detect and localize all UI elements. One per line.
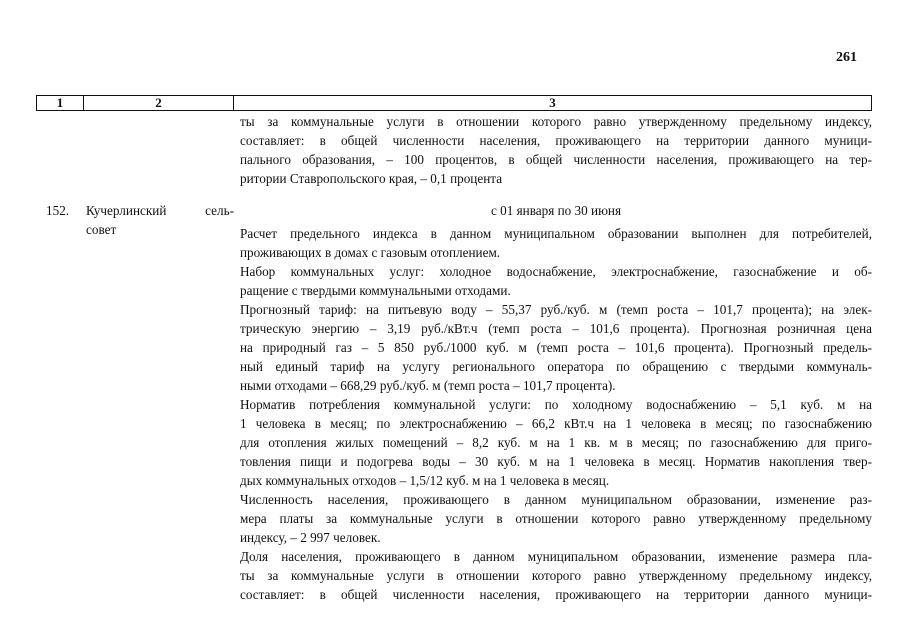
paragraph-scope	[240, 224, 872, 262]
text-line: Норматив потребления коммунальной услуги: по холодному водоснабжению – 5,1 куб. м на	[240, 397, 872, 412]
column-header-3: 3	[549, 95, 556, 110]
municipality-name-line: Кучерлинский сель-	[86, 203, 234, 218]
paragraph-tariffs	[240, 300, 872, 395]
text-line: проживающих в домах с газовым отоплением.	[240, 245, 501, 260]
text-line: Набор коммунальных услуг: холодное водоснабжение, электроснабжение, газоснабжение и об-	[240, 264, 872, 279]
text-line: Численность населения, проживающего в данном муниципальном образовании, изменение раз-	[240, 492, 872, 507]
text-line: составляет: в общей численности населения, проживающего на территории данного муници-	[240, 587, 872, 602]
text-line: Прогнозный тариф: на питьевую воду – 55,37 руб./куб. м (темп роста – 101,7 процента); на элек-	[240, 302, 872, 317]
text-line: ритории Ставропольского края, – 0,1 процента	[240, 171, 503, 186]
text-line: ными отходами – 668,29 руб./куб. м (темп роста – 101,7 процента).	[240, 378, 616, 393]
column-header-2: 2	[84, 96, 234, 110]
text-line: пального образования, – 100 процентов, в общей численности населения, проживающего на тер-	[240, 152, 872, 167]
text-line: дых коммунальных отходов – 1,5/12 куб. м на 1 человека в месяц.	[240, 473, 610, 488]
column-header-1: 1	[37, 96, 84, 110]
text-line: ты за коммунальные услуги в отношении которого равно утвержденному предельному индексу,	[240, 114, 872, 129]
paragraph-population	[240, 490, 872, 547]
text-line: составляет: в общей численности населения, проживающего на территории данного муници-	[240, 133, 872, 148]
paragraph-services	[240, 262, 872, 300]
text-line: товления пищи и подогрева воды – 30 куб. м на 1 человека в месяц. Норматив накопления твер-	[240, 454, 872, 469]
text-line: 1 человека в месяц; по электроснабжению – 66,2 кВт.ч на 1 человека в месяц; по газоснабжению	[240, 416, 872, 431]
text-line: ный единый тариф на услугу регионального оператора по обращению с твердыми коммуналь-	[240, 359, 872, 374]
text-line: ращение с твердыми коммунальными отходами.	[240, 283, 511, 298]
row-number: 152.	[46, 203, 70, 218]
text-line: ты за коммунальные услуги в отношении которого равно утвержденному предельному индексу,	[240, 568, 872, 583]
text-line: индексу, – 2 997 человек.	[240, 530, 381, 545]
table-column-header-row	[36, 95, 872, 111]
text-line: мера платы за коммунальные услуги в отношении которого равно утвержденному предельному	[240, 511, 872, 526]
municipality-name	[86, 201, 234, 239]
paragraph-norms	[240, 395, 872, 490]
municipality-name-line: совет	[86, 222, 117, 237]
text-line: Доля населения, проживающего в данном муниципальном образовании, изменение размера пла-	[240, 549, 872, 564]
text-line: Расчет предельного индекса в данном муниципальном образовании выполнен для потребителей,	[240, 226, 872, 241]
paragraph-share	[240, 547, 872, 604]
text-line: на природный газ – 5 850 руб./1000 куб. м (темп роста – 101,6 процента). Прогнозный предель-	[240, 340, 872, 355]
row-description	[240, 224, 872, 604]
text-line: для отопления жилых помещений – 8,2 куб. м на 1 кв. м в месяц; по газоснабжению для приго-	[240, 435, 872, 450]
period-heading: с 01 января по 30 июня	[490, 203, 622, 218]
continuation-text	[240, 112, 872, 188]
text-line: трическую энергию – 3,19 руб./кВт.ч (темп роста – 101,6 процента). Прогнозная розничная цена	[240, 321, 872, 336]
page-number: 261	[836, 50, 857, 65]
